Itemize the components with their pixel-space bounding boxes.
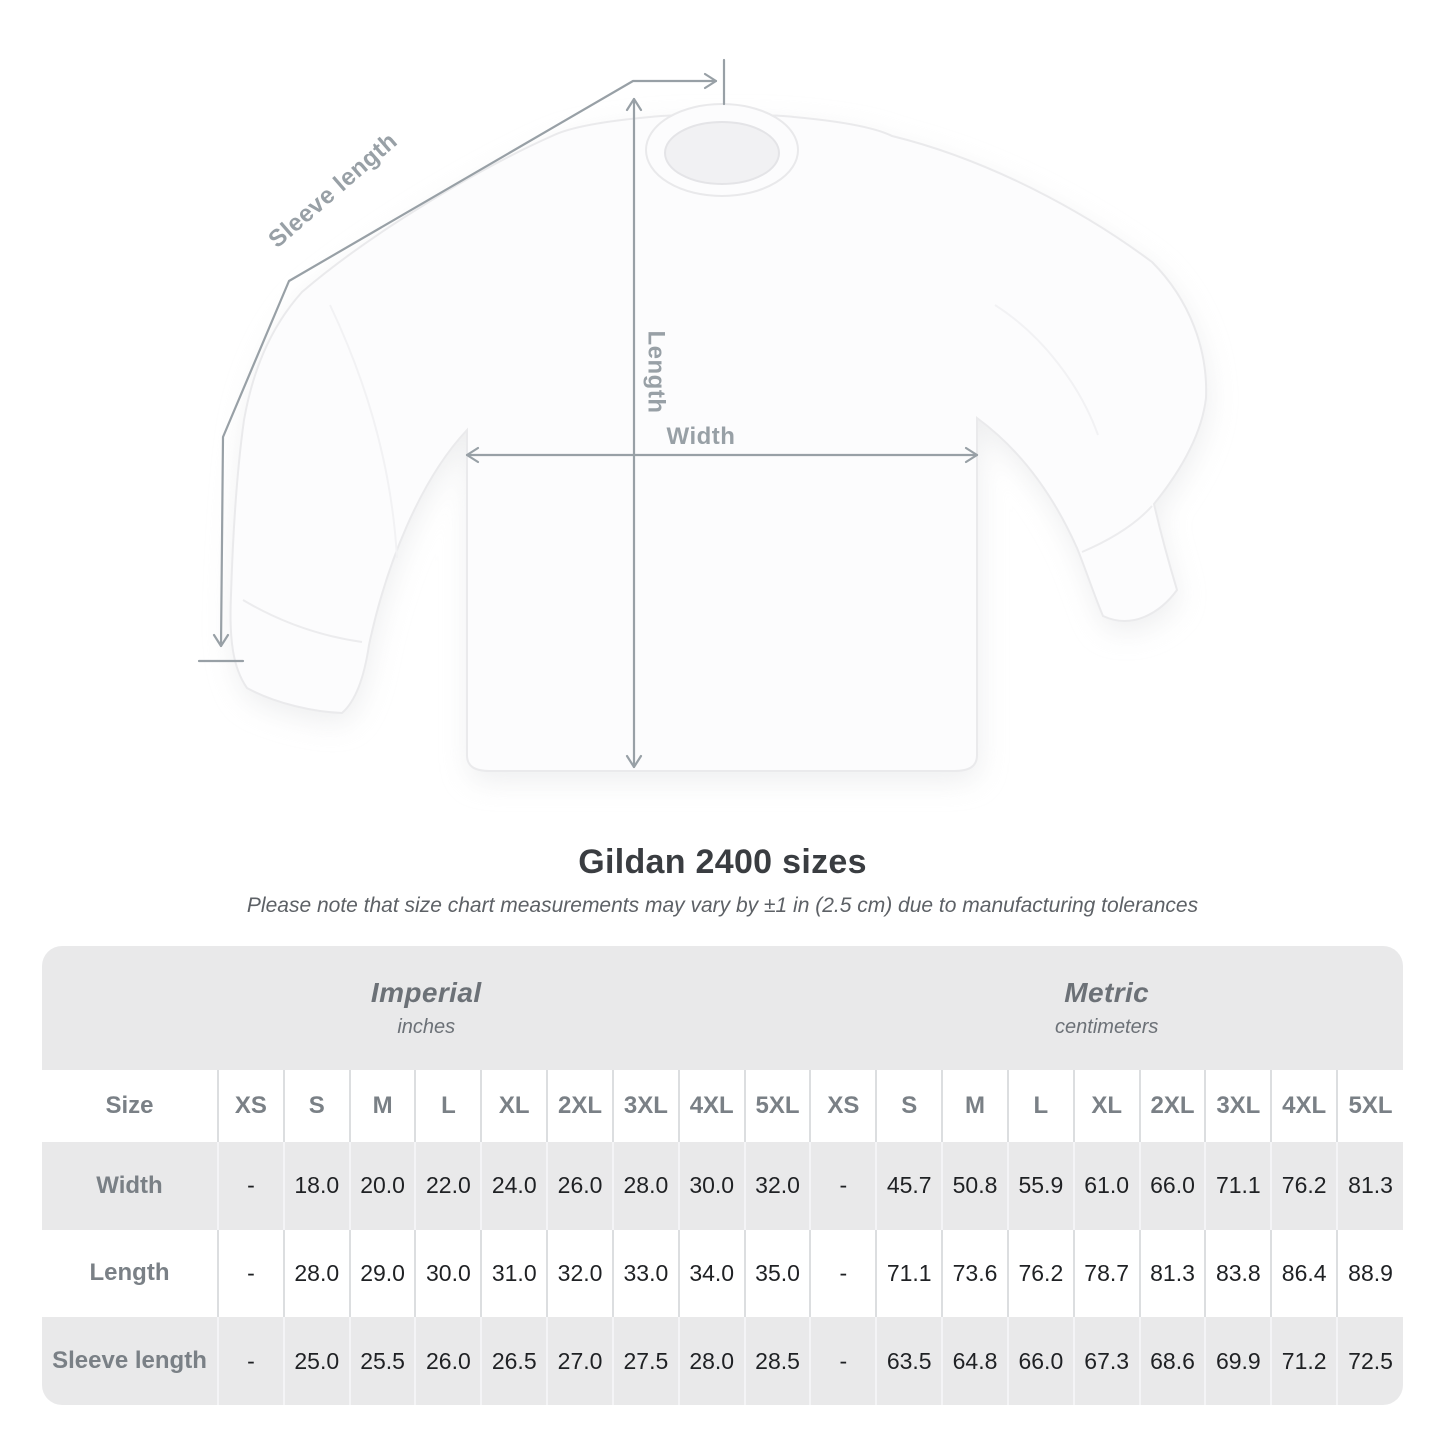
size-table [42, 946, 1403, 1405]
size-value-cell: 71.1 [1205, 1142, 1271, 1230]
metric-title: Metric [1064, 977, 1150, 1008]
size-value-cell: 26.0 [415, 1317, 481, 1405]
size-column-header: S [876, 1070, 942, 1142]
size-value-cell: 24.0 [481, 1142, 547, 1230]
size-value-cell: 81.3 [1337, 1142, 1403, 1230]
size-value-cell: 88.9 [1337, 1230, 1403, 1318]
size-value-cell: 30.0 [679, 1142, 745, 1230]
imperial-title: Imperial [370, 977, 482, 1008]
size-value-cell: 25.0 [284, 1317, 350, 1405]
size-value-cell: 27.0 [547, 1317, 613, 1405]
imperial-unit: inches [397, 1016, 456, 1038]
table-row [42, 1317, 1403, 1405]
size-value-cell: 81.3 [1140, 1230, 1206, 1318]
page-title: Gildan 2400 sizes [578, 843, 867, 881]
size-column-header: 4XL [1271, 1070, 1337, 1142]
row-label: Length [89, 1259, 170, 1287]
size-column-header: XS [218, 1070, 284, 1142]
size-column-header: L [415, 1070, 481, 1142]
size-value-cell: 69.9 [1205, 1317, 1271, 1405]
size-header-label: Size [105, 1092, 154, 1119]
size-column-header: XL [481, 1070, 547, 1142]
size-value-cell: - [218, 1142, 284, 1230]
size-value-cell: 83.8 [1205, 1230, 1271, 1318]
size-value-cell: 26.0 [547, 1142, 613, 1230]
size-value-cell: 27.5 [613, 1317, 679, 1405]
size-value-cell: 26.5 [481, 1317, 547, 1405]
size-value-cell: 71.1 [876, 1230, 942, 1318]
size-value-cell: 72.5 [1337, 1317, 1403, 1405]
size-value-cell: 50.8 [942, 1142, 1008, 1230]
size-value-cell: 32.0 [745, 1142, 811, 1230]
size-value-cell: 66.0 [1140, 1142, 1206, 1230]
size-value-cell: 67.3 [1074, 1317, 1140, 1405]
size-value-cell: 22.0 [415, 1142, 481, 1230]
size-value-cell: 86.4 [1271, 1230, 1337, 1318]
size-column-header: M [942, 1070, 1008, 1142]
size-value-cell: 55.9 [1008, 1142, 1074, 1230]
size-header-row [42, 1070, 1403, 1142]
size-value-cell: 63.5 [876, 1317, 942, 1405]
size-column-header: XL [1074, 1070, 1140, 1142]
sleeve-length-label: Sleeve length [263, 127, 403, 254]
size-column-header: 2XL [1140, 1070, 1206, 1142]
size-value-cell: 71.2 [1271, 1317, 1337, 1405]
size-value-cell: - [218, 1317, 284, 1405]
size-value-cell: 31.0 [481, 1230, 547, 1318]
size-value-cell: 76.2 [1271, 1142, 1337, 1230]
unit-header-row [42, 946, 1403, 1070]
size-column-header: L [1008, 1070, 1074, 1142]
size-value-cell: 45.7 [876, 1142, 942, 1230]
size-value-cell: 66.0 [1008, 1317, 1074, 1405]
size-value-cell: 78.7 [1074, 1230, 1140, 1318]
size-column-header: 3XL [1205, 1070, 1271, 1142]
size-column-header: S [284, 1070, 350, 1142]
size-value-cell: 25.5 [350, 1317, 416, 1405]
size-column-header: 5XL [1337, 1070, 1403, 1142]
length-label: Length [642, 330, 670, 414]
row-label: Sleeve length [52, 1347, 207, 1375]
tolerance-note: Please note that size chart measurements may vary by ±1 in (2.5 cm) due to manufacturing tolerances [246, 894, 1199, 917]
collar-neck-hole [665, 122, 779, 184]
size-value-cell: 28.0 [284, 1230, 350, 1318]
table-row [42, 1142, 1403, 1230]
size-column-header: 5XL [745, 1070, 811, 1142]
size-value-cell: 35.0 [745, 1230, 811, 1318]
size-value-cell: 28.0 [613, 1142, 679, 1230]
size-value-cell: 32.0 [547, 1230, 613, 1318]
size-value-cell: 73.6 [942, 1230, 1008, 1318]
size-value-cell: 34.0 [679, 1230, 745, 1318]
size-value-cell: - [810, 1317, 876, 1405]
size-value-cell: 28.0 [679, 1317, 745, 1405]
size-value-cell: - [218, 1230, 284, 1318]
size-value-cell: - [810, 1230, 876, 1318]
size-value-cell: 68.6 [1140, 1317, 1206, 1405]
metric-unit: centimeters [1055, 1016, 1159, 1038]
size-value-cell: 29.0 [350, 1230, 416, 1318]
size-value-cell: 33.0 [613, 1230, 679, 1318]
size-column-header: 4XL [679, 1070, 745, 1142]
heading-block [0, 843, 1445, 918]
size-column-header: M [350, 1070, 416, 1142]
table-row [42, 1230, 1403, 1318]
size-value-cell: - [810, 1142, 876, 1230]
size-value-cell: 61.0 [1074, 1142, 1140, 1230]
size-value-cell: 20.0 [350, 1142, 416, 1230]
size-column-header: 3XL [613, 1070, 679, 1142]
imperial-header [42, 946, 810, 1070]
size-value-cell: 64.8 [942, 1317, 1008, 1405]
row-label: Width [96, 1171, 163, 1199]
size-value-cell: 30.0 [415, 1230, 481, 1318]
size-value-cell: 28.5 [745, 1317, 811, 1405]
metric-header [810, 946, 1403, 1070]
size-value-cell: 18.0 [284, 1142, 350, 1230]
size-value-cell: 76.2 [1008, 1230, 1074, 1318]
size-column-header: XS [810, 1070, 876, 1142]
size-column-header: 2XL [547, 1070, 613, 1142]
width-label: Width [666, 423, 736, 450]
